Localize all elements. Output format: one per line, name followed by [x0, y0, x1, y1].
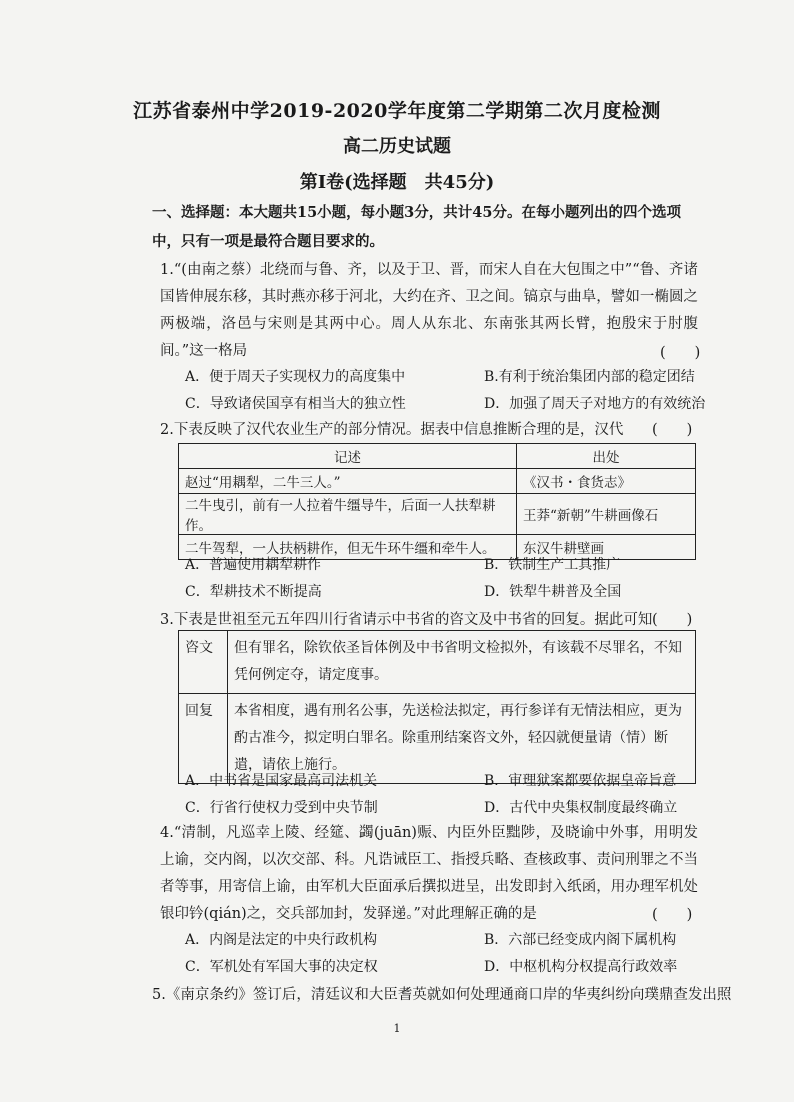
exam-title: 江苏省泰州中学2019-2020学年度第二学期第二次月度检测 — [133, 100, 661, 122]
question-5-stem: 5.《南京条约》签订后，清廷议和大臣耆英就如何处理通商口岸的华夷纠纷向璞鼎查发出照 — [152, 987, 732, 1003]
question-4-option-a: A．内阁是法定的中央行政机构 — [185, 932, 378, 948]
question-3-option-c: C．行省行使权力受到中央节制 — [185, 800, 378, 816]
table-row-label: 咨文 — [179, 631, 228, 694]
question-4-option-c: C．军机处有军国大事的决定权 — [185, 959, 378, 975]
question-3-table — [178, 630, 696, 784]
question-2-stem: 2.下表反映了汉代农业生产的部分情况。据表中信息推断合理的是，汉代 — [160, 422, 624, 438]
question-2-table — [178, 443, 696, 560]
table-row — [179, 494, 696, 535]
question-2-option-d: D．铁犁牛耕普及全国 — [484, 584, 622, 600]
question-4-option-b: B．六部已经变成内阁下属机构 — [484, 932, 677, 948]
question-4-answer-paren: ( ) — [652, 907, 693, 923]
table-row-label: 回复 — [179, 694, 228, 784]
question-2-answer-paren: ( ) — [652, 422, 693, 438]
question-1-option-c: C．导致诸侯国享有相当大的独立性 — [185, 396, 406, 412]
table-cell: 本省相度，遇有刑名公事，先送检法拟定，再行参详有无情法相应，更为酌古准今，拟定明白罪名。除重刑结案咨文外，轻囚就便量请（情）断遣，请依上施行。 — [228, 694, 696, 784]
question-1-stem: 1.“(由南之蔡）北绕而与鲁、齐，以及于卫、晋，而宋人自在大包围之中”“鲁、齐诸国皆伸展东移，其时燕亦移于河北，大约在齐、卫之间。镐京与曲阜，譬如一椭圆之两极端，洛邑与宋则是其两中心。周人从东北、东南张其两长臂，抱殷宋于肘腹间。”这一格局 — [160, 262, 698, 359]
question-3-option-b: B．审理狱案都要依据皇帝旨意 — [484, 773, 677, 789]
question-2-option-c: C．犁耕技术不断提高 — [185, 584, 322, 600]
table-cell: 王莽“新朝”牛耕画像石 — [517, 494, 696, 535]
table-cell: 东汉牛耕壁画 — [517, 535, 696, 560]
question-3-answer-paren: ( ) — [652, 612, 693, 628]
table-cell: 但有罪名，除钦依圣旨体例及中书省明文检拟外，有该载不尽罪名，不知凭何例定夺，请定度事。 — [228, 631, 696, 694]
table-cell: 《汉书・食货志》 — [517, 469, 696, 494]
table-row — [179, 631, 696, 694]
exam-subject: 高二历史试题 — [343, 136, 451, 157]
section-title: 第Ⅰ卷(选择题 共45分) — [299, 172, 495, 193]
table-cell: 二牛曳引，前有一人拉着牛缰导牛，后面一人扶犁耕作。 — [179, 494, 517, 535]
question-1-option-b: B.有利于统治集团内部的稳定团结 — [484, 369, 695, 385]
question-4-stem: 4.“清制，凡巡幸上陵、经筵、蠲(juān)赈、内臣外臣黜陟，及晓谕中外事，用明发上谕，交内阁，以次交部、科。凡诰诫臣工、指授兵略、查核政事、责问刑罪之不当者等事，用寄信上谕，由军机大臣面承后撰拟进呈，出发即封入纸函，用办理军机处银印钤(qián)之，交兵部加封，发驿递。”对此理解正确的是 — [160, 825, 698, 922]
question-1-option-d: D．加强了周天子对地方的有效统治 — [484, 396, 706, 412]
question-1-option-a: A．便于周天子实现权力的高度集中 — [185, 369, 406, 385]
table-cell: 二牛驾犁，一人扶柄耕作，但无牛环牛缰和牵牛人。 — [179, 535, 517, 560]
question-3-option-a: A．中书省是国家最高司法机关 — [185, 773, 378, 789]
table-row — [179, 469, 696, 494]
table-header-row — [179, 444, 696, 469]
question-1-answer-paren: ( ) — [660, 345, 701, 361]
question-4-option-d: D．中枢机构分权提高行政效率 — [484, 959, 678, 975]
table-header-cell: 记述 — [179, 444, 517, 469]
table-header-cell: 出处 — [517, 444, 696, 469]
question-3-stem: 3.下表是世祖至元五年四川行省请示中书省的咨文及中书省的回复。据此可知 — [160, 612, 653, 628]
table-cell: 赵过“用耦犁，二牛三人。” — [179, 469, 517, 494]
instructions: 一、选择题：本大题共15小题，每小题3分，共计45分。在每小题列出的四个选项中，只有一项是最符合题目要求的。 — [152, 204, 681, 250]
question-2-option-b: B．铁制生产工具推广 — [484, 557, 621, 573]
page-number: 1 — [393, 1022, 401, 1035]
question-2-option-a: A．普遍使用耦犁耕作 — [185, 557, 322, 573]
question-3-option-d: D．古代中央集权制度最终确立 — [484, 800, 678, 816]
